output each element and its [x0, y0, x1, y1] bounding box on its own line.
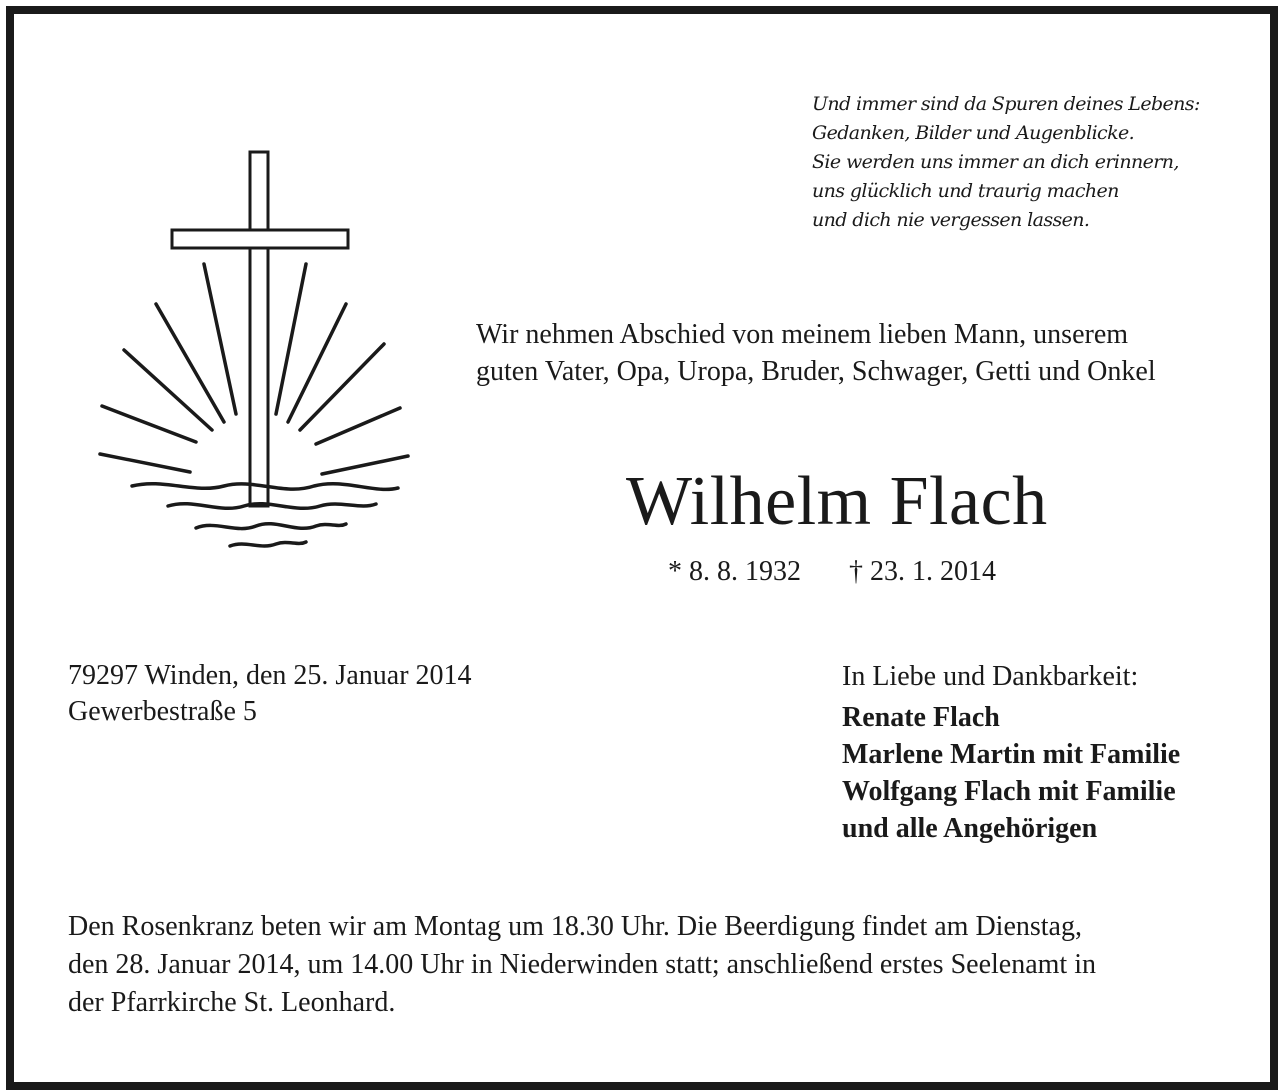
mourner-name: Wolfgang Flach mit Familie — [842, 776, 1176, 807]
poem-verse — [812, 90, 1262, 235]
funeral-details-line: den 28. Januar 2014, um 14.00 Uhr in Niederwinden statt; anschließend erstes Seelenamt in — [68, 949, 1096, 980]
intro-line: Wir nehmen Abschied von meinem lieben Mann, unserem — [476, 319, 1129, 350]
farewell-intro — [476, 316, 1256, 390]
life-dates — [668, 554, 996, 590]
death-date: † 23. 1. 2014 — [849, 556, 996, 587]
deceased-name: Wilhelm Flach — [626, 463, 1048, 540]
mourner-name: und alle Angehörigen — [842, 813, 1098, 844]
cross-sunrise-water-icon — [84, 138, 424, 558]
poem-line: und dich nie vergessen lassen. — [812, 209, 1090, 231]
funeral-details-line: der Pfarrkirche St. Leonhard. — [68, 987, 396, 1018]
funeral-details — [68, 908, 1238, 1022]
intro-line: guten Vater, Opa, Uropa, Bruder, Schwager, Getti und Onkel — [476, 356, 1156, 387]
place-date-line: 79297 Winden, den 25. Januar 2014 — [68, 660, 472, 691]
poem-line: Gedanken, Bilder und Augenblicke. — [812, 122, 1135, 144]
street-address: Gewerbestraße 5 — [68, 696, 257, 727]
poem-line: uns glücklich und traurig machen — [812, 180, 1119, 202]
mourner-name: Renate Flach — [842, 702, 1000, 733]
mourners-lead: In Liebe und Dankbarkeit: — [842, 661, 1139, 692]
mourner-name: Marlene Martin mit Familie — [842, 739, 1181, 770]
obituary-border — [6, 6, 1278, 1090]
birth-date: * 8. 8. 1932 — [668, 556, 801, 587]
poem-line: Sie werden uns immer an dich erinnern, — [812, 151, 1179, 173]
funeral-details-line: Den Rosenkranz beten wir am Montag um 18.30 Uhr. Die Beerdigung findet am Dienstag, — [68, 911, 1082, 942]
poem-line: Und immer sind da Spuren deines Lebens: — [812, 93, 1200, 115]
obituary-notice — [14, 14, 1270, 1082]
place-and-address — [68, 658, 472, 730]
mourners-block — [842, 658, 1180, 847]
